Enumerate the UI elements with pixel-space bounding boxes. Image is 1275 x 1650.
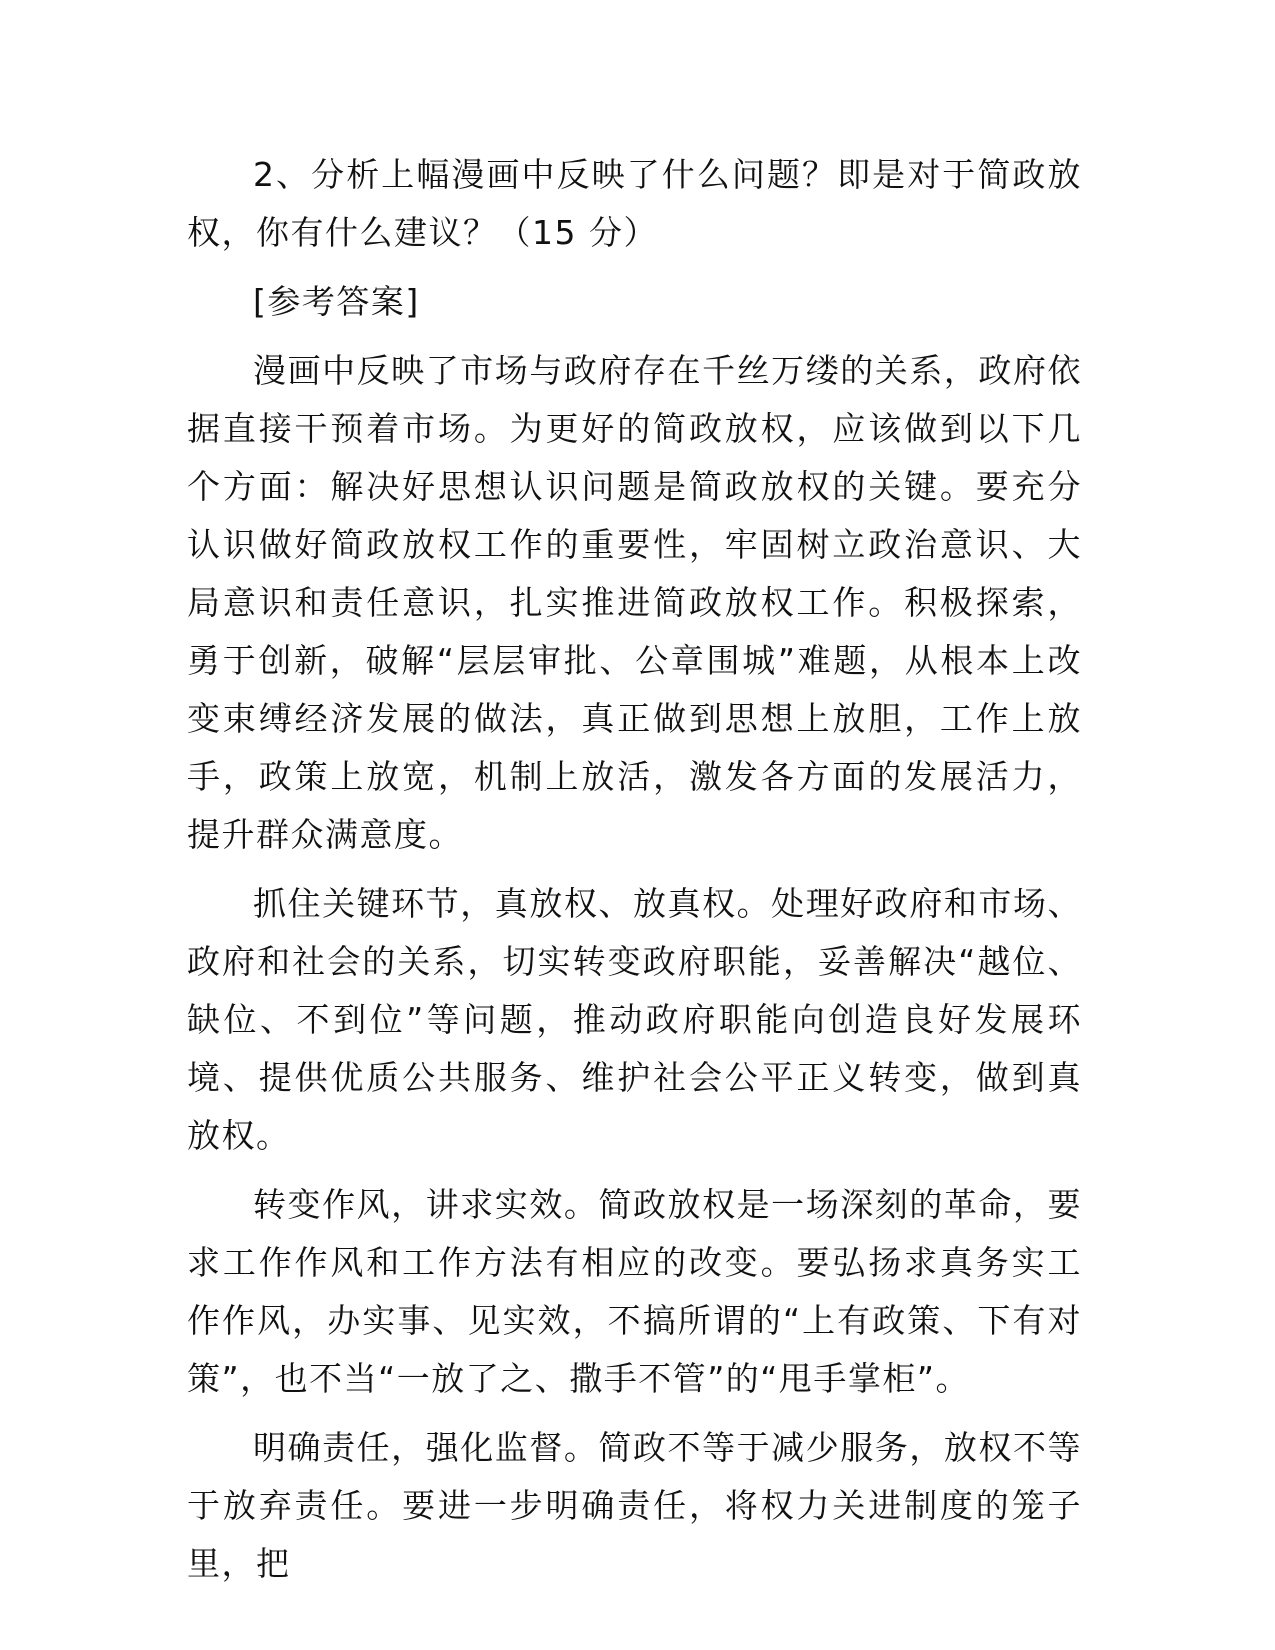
answer-paragraph-2: 抓住关键环节，真放权、放真权。处理好政府和市场、政府和社会的关系，切实转变政府职能，妥善解决“越位、缺位、不到位”等问题，推动政府职能向创造良好发展环境、提供优质公共服务、维护社会公平正义转变，做到真放权。 [187, 884, 1082, 1155]
answer-paragraph-4: 明确责任，强化监督。简政不等于减少服务，放权不等于放弃责任。要进一步明确责任，将权力关进制度的笼子里，把 [187, 1428, 1082, 1583]
document-page [187, 146, 1082, 1604]
question-text: 2、分析上幅漫画中反映了什么问题？即是对于简政放权，你有什么建议？（15 分） [187, 155, 1082, 252]
answer-heading: [参考答案] [253, 282, 420, 321]
answer-paragraph-3: 转变作风，讲求实效。简政放权是一场深刻的革命，要求工作作风和工作方法有相应的改变。要弘扬求真务实工作作风，办实事、见实效，不搞所谓的“上有政策、下有对策”，也不当“一放了之、撒手不管”的“甩手掌柜”。 [187, 1185, 1082, 1398]
answer-paragraph-1: 漫画中反映了市场与政府存在千丝万缕的关系，政府依据直接干预着市场。为更好的简政放权，应该做到以下几个方面：解决好思想认识问题是简政放权的关键。要充分认识做好简政放权工作的重要性，牢固树立政治意识、大局意识和责任意识，扎实推进简政放权工作。积极探索，勇于创新，破解“层层审批、公章围城”难题，从根本上改变束缚经济发展的做法，真正做到思想上放胆，工作上放手，政策上放宽，机制上放活，激发各方面的发展活力，提升群众满意度。 [187, 351, 1082, 854]
